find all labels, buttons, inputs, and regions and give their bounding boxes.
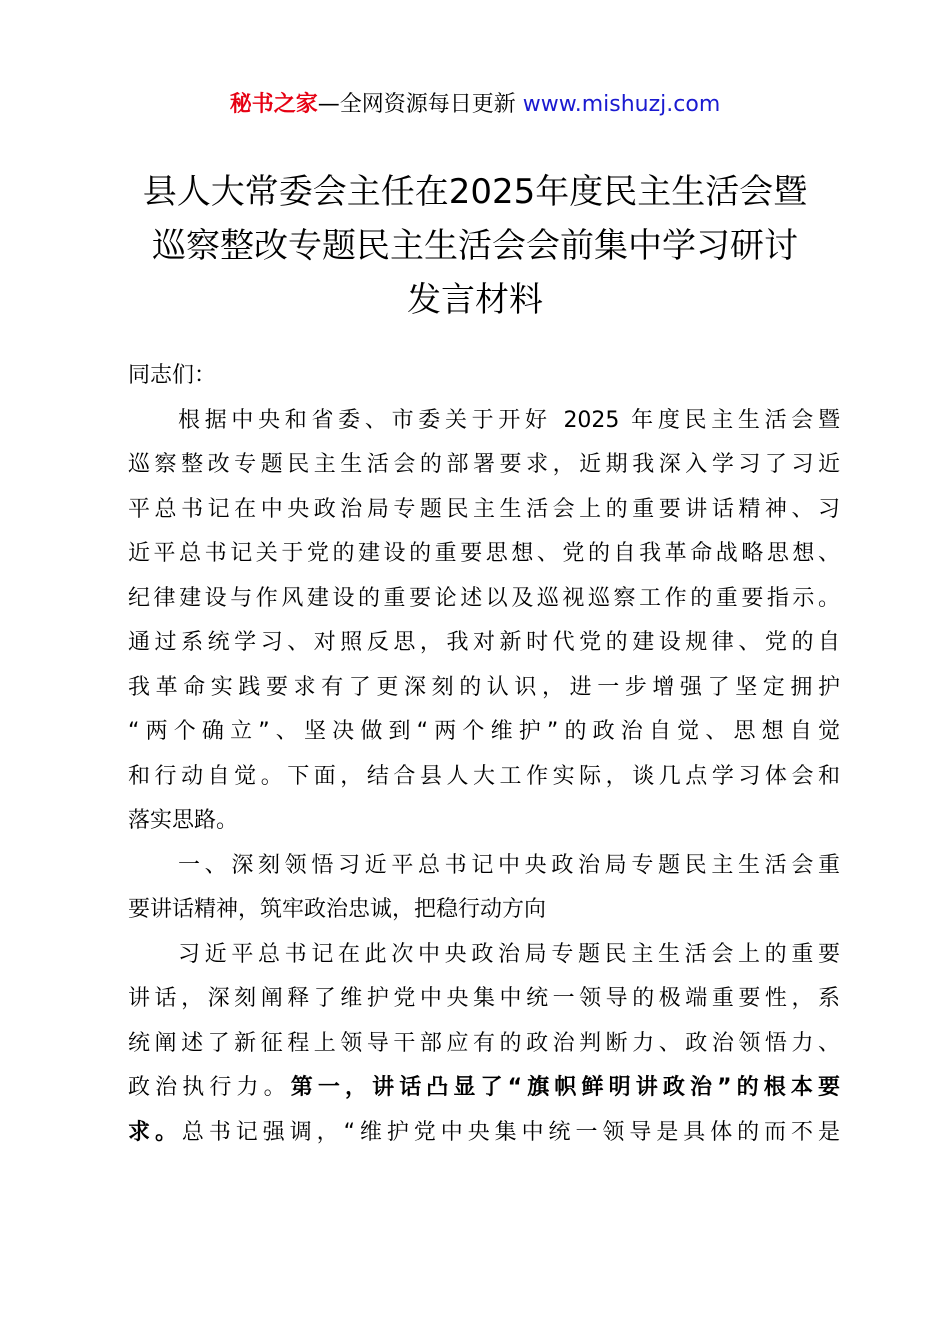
paragraph-line: 我革命实践要求有了更深刻的认识，进一步增强了坚定拥护 (128, 674, 840, 700)
paragraph-line: “两个确立”、坚决做到“两个维护”的政治自觉、思想自觉 (128, 719, 840, 744)
section-heading-1 (128, 844, 840, 933)
section-paragraph (128, 933, 840, 1156)
bold-emphasis: 第一，讲话凸显了“旗帜鲜明讲政治”的根本要 (290, 1075, 840, 1100)
header-tagline: —全网资源每日更新 (317, 92, 523, 117)
site-url[interactable]: www.mishuzj.com (522, 92, 721, 117)
paragraph-line: 近平总书记关于党的建设的重要思想、党的自我革命战略思想、 (128, 541, 840, 566)
site-header (0, 90, 950, 120)
paragraph-line: 通过系统学习、对照反思，我对新时代党的建设规律、党的自 (128, 630, 840, 655)
paragraph-line: 讲话，深刻阐释了维护党中央集中统一领导的极端重要性，系 (128, 986, 840, 1011)
paragraph-line (128, 1066, 840, 1111)
plain-text: 政治执行力。 (128, 1075, 291, 1100)
paragraph-line: 统阐述了新征程上领导干部应有的政治判断力、政治领悟力、 (128, 1030, 840, 1056)
title-line: 发言材料 (407, 280, 543, 320)
paragraph-line: 平总书记在中央政治局专题民主生活会上的重要讲话精神、习 (128, 496, 840, 522)
heading-line: 要讲话精神，筑牢政治忠诚，把稳行动方向 (128, 897, 547, 922)
paragraph-line: 落实思路。 (128, 808, 239, 833)
document-body (128, 354, 840, 1155)
document-title (95, 165, 855, 327)
paragraph-line (128, 1111, 840, 1156)
paragraph-line: 巡察整改专题民主生活会的部署要求，近期我深入学习了习近 (128, 452, 840, 477)
plain-text: 总书记强调，“维护党中央集中统一领导是具体的而不是 (181, 1119, 840, 1145)
salutation: 同志们： (128, 363, 217, 388)
paragraph-line: 和行动自觉。下面，结合县人大工作实际，谈几点学习体会和 (128, 763, 840, 789)
title-line: 巡察整改专题民主生活会会前集中学习研讨 (152, 226, 798, 266)
paragraph-line: 根据中央和省委、市委关于开好 2025 年度民主生活会暨 (178, 407, 840, 433)
brand-name: 秘书之家 (229, 92, 318, 117)
bold-emphasis: 求。 (128, 1119, 182, 1145)
paragraph-line: 纪律建设与作风建设的重要论述以及巡视巡察工作的重要指示。 (128, 585, 840, 611)
title-line: 县人大常委会主任在2025年度民主生活会暨 (142, 172, 808, 212)
paragraph-line: 习近平总书记在此次中央政治局专题民主生活会上的重要 (178, 941, 840, 967)
heading-line: 一、深刻领悟习近平总书记中央政治局专题民主生活会重 (178, 852, 840, 878)
intro-paragraph (128, 399, 840, 844)
